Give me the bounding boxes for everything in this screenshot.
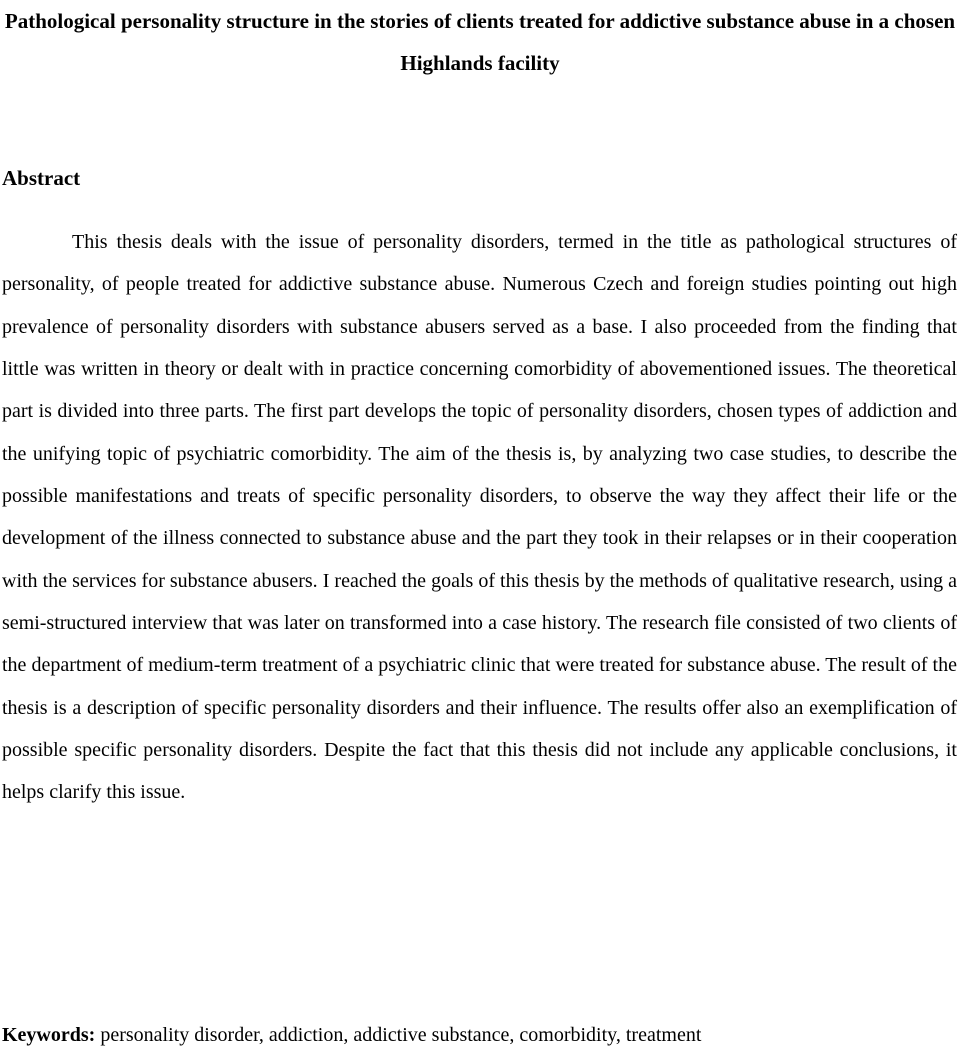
keywords-list: personality disorder, addiction, addictive substance, comorbidity, treatment: [95, 1024, 702, 1046]
keywords-line: [2, 1019, 958, 1051]
abstract-heading: Abstract: [2, 166, 81, 190]
abstract-paragraph: This thesis deals with the issue of personality disorders, termed in the title as pathological structures of personality, of people treated for addictive substance abuse. Numerous Czech and foreign studies pointing out high prevalence of personality disorders with substance abusers served as a base. I also proceeded from the finding that little was written in theory or dealt with in practice concerning comorbidity of abovementioned issues. The theoretical part is divided into three parts. The first part develops the topic of personality disorders, chosen types of addiction and the unifying topic of psychiatric comorbidity. The aim of the thesis is, by analyzing two case studies, to describe the possible manifestations and treats of specific personality disorders, to observe the way they affect their life or the development of the illness connected to substance abuse and the part they took in their relapses or in their cooperation with the services for substance abusers. I reached the goals of this thesis by the methods of qualitative research, using a semi-structured interview that was later on transformed into a case history. The research file consisted of two clients of the department of medium-term treatment of a psychiatric clinic that were treated for substance abuse. The result of the thesis is a description of specific personality disorders and their influence. The results offer also an exemplification of possible specific personality disorders. Despite the fact that this thesis did not include any applicable conclusions, it helps clarify this issue.: [2, 231, 957, 804]
document-title: Pathological personality structure in the stories of clients treated for addictive substance abuse in a chosen Highlands facility: [4, 9, 956, 75]
keywords-label: Keywords:: [2, 1024, 96, 1046]
